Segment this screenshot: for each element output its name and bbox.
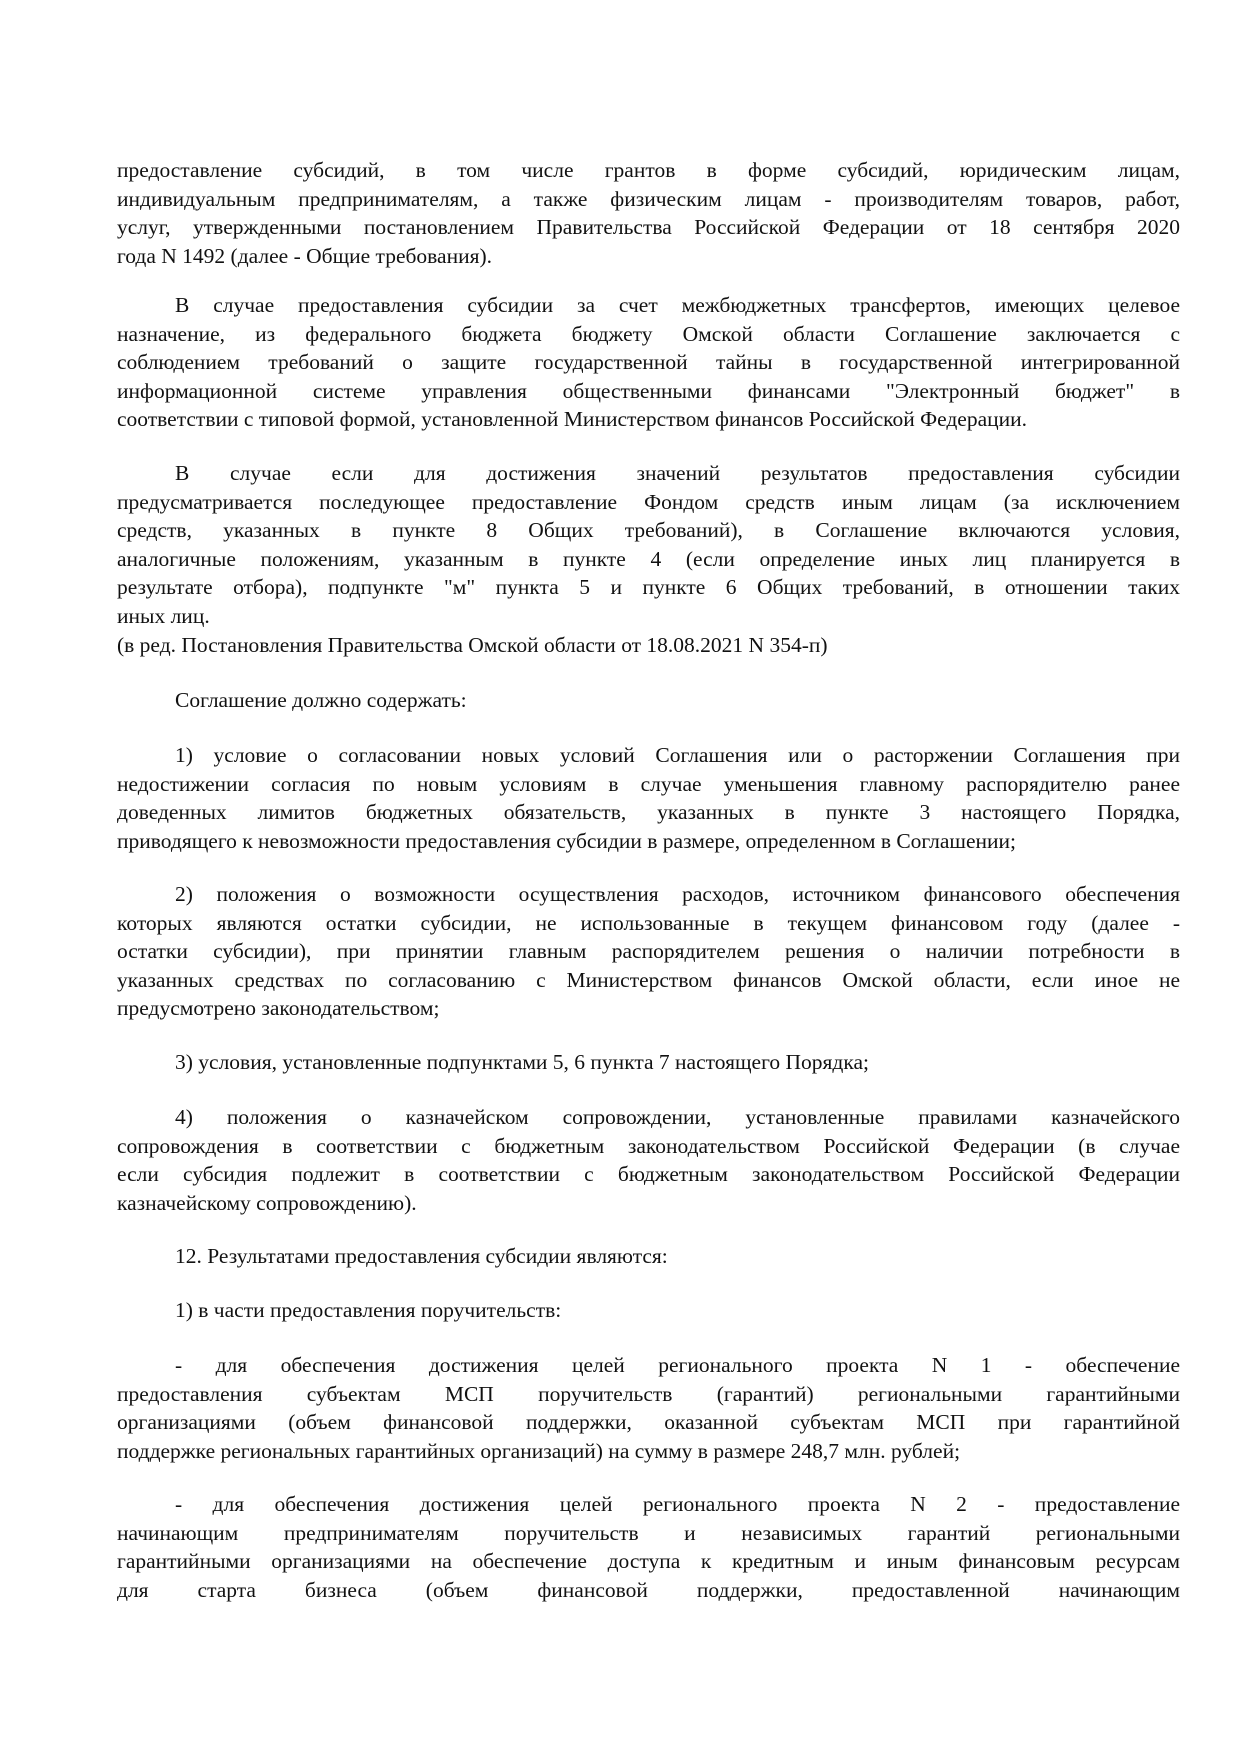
text-line: начинающим предпринимателям поручительств и независимых гарантий региональными (117, 1520, 1180, 1545)
text-line: приводящего к невозможности предоставления субсидии в размере, определенном в Соглашении; (117, 828, 1017, 853)
text-line: указанных средствах по согласованию с Министерством финансов Омской области, если иное не (117, 967, 1180, 992)
text-line: 1) условие о согласовании новых условий Соглашения или о расторжении Соглашения при (175, 743, 1180, 767)
text-line: предоставления субъектам МСП поручительств (гарантий) региональными гарантийными (117, 1381, 1180, 1406)
text-line: остатки субсидии), при принятии главным распорядителем решения о наличии потребности в (117, 939, 1180, 964)
text-line: услуг, утвержденными постановлением Правительства Российской Федерации от 18 сентября 2020 (117, 215, 1180, 240)
text-line: 2) положения о возможности осуществления расходов, источником финансового обеспечения (175, 882, 1180, 906)
text-line: сопровождения в соответствии с бюджетным законодательством Российской Федерации (в случае (117, 1133, 1180, 1158)
text-line: Соглашение должно содержать: (175, 688, 467, 712)
paragraph (117, 291, 1180, 434)
paragraph (117, 1103, 1180, 1217)
text-line: 4) положения о казначейском сопровождении, установленные правилами казначейского (175, 1105, 1180, 1129)
text-line: В случае предоставления субсидии за счет межбюджетных трансфертов, имеющих целевое (175, 293, 1180, 317)
paragraph (117, 156, 1180, 270)
paragraph (117, 741, 1180, 855)
text-line: года N 1492 (далее - Общие требования). (117, 243, 493, 268)
text-line: соответствии с типовой формой, установленной Министерством финансов Российской Федерации. (117, 407, 1028, 432)
text-line: 3) условия, установленные подпунктами 5, 6 пункта 7 настоящего Порядка; (175, 1050, 869, 1074)
text-line: доведенных лимитов бюджетных обязательств, указанных в пункте 3 настоящего Порядка, (117, 800, 1180, 825)
edit-note: (в ред. Постановления Правительства Омской области от 18.08.2021 N 354-п) (117, 632, 828, 657)
paragraph (117, 1490, 1180, 1604)
paragraph (117, 1048, 1180, 1077)
text-line: результате отбора), подпункте "м" пункта 5 и пункте 6 Общих требований, в отношении таких (117, 575, 1180, 600)
text-line: соблюдением требований о защите государственной тайны в государственной интегрированной (117, 350, 1180, 375)
text-line: поддержке региональных гарантийных организаций) на сумму в размере 248,7 млн. рублей; (117, 1438, 961, 1463)
text-line: 12. Результатами предоставления субсидии являются: (175, 1244, 668, 1268)
text-line: назначение, из федерального бюджета бюджету Омской области Соглашение заключается с (117, 321, 1180, 346)
text-line: которых являются остатки субсидии, не использованные в текущем финансовом году (далее - (117, 910, 1180, 935)
text-line: - для обеспечения достижения целей регионального проекта N 1 - обеспечение (175, 1353, 1180, 1377)
paragraph (117, 1242, 1180, 1271)
text-line: аналогичные положениям, указанным в пункте 4 (если определение иных лиц планируется в (117, 546, 1180, 571)
text-line: организациями (объем финансовой поддержки, оказанной субъектам МСП при гарантийной (117, 1410, 1180, 1435)
paragraph (117, 1296, 1180, 1325)
text-line: предусмотрено законодательством; (117, 996, 440, 1021)
text-line: предоставление субсидий, в том числе грантов в форме субсидий, юридическим лицам, (117, 158, 1180, 182)
text-line: 1) в части предоставления поручительств: (175, 1298, 562, 1322)
text-line: если субсидия подлежит в соответствии с бюджетным законодательством Российской Федерации (117, 1162, 1180, 1187)
text-line: предусматривается последующее предоставление Фондом средств иным лицам (за исключением (117, 489, 1180, 514)
text-line: казначейскому сопровождению). (117, 1190, 417, 1215)
paragraph (117, 880, 1180, 1023)
text-line: индивидуальным предпринимателям, а также физическим лицам - производителям товаров, работ, (117, 186, 1180, 211)
paragraph (117, 686, 1180, 715)
text-line: В случае если для достижения значений результатов предоставления субсидии (175, 461, 1180, 485)
text-line: - для обеспечения достижения целей регионального проекта N 2 - предоставление (175, 1492, 1180, 1516)
text-line: гарантийными организациями на обеспечение доступа к кредитным и иным финансовым ресурсам (117, 1549, 1180, 1574)
text-line: средств, указанных в пункте 8 Общих требований), в Соглашение включаются условия, (117, 518, 1180, 543)
text-line: иных лиц. (117, 603, 210, 628)
paragraph (117, 459, 1180, 659)
paragraph (117, 1351, 1180, 1465)
text-line: для старта бизнеса (объем финансовой поддержки, предоставленной начинающим (117, 1577, 1180, 1602)
text-line: информационной системе управления общественными финансами "Электронный бюджет" в (117, 378, 1180, 403)
text-line: недостижении согласия по новым условиям в случае уменьшения главному распорядителю ранее (117, 771, 1180, 796)
